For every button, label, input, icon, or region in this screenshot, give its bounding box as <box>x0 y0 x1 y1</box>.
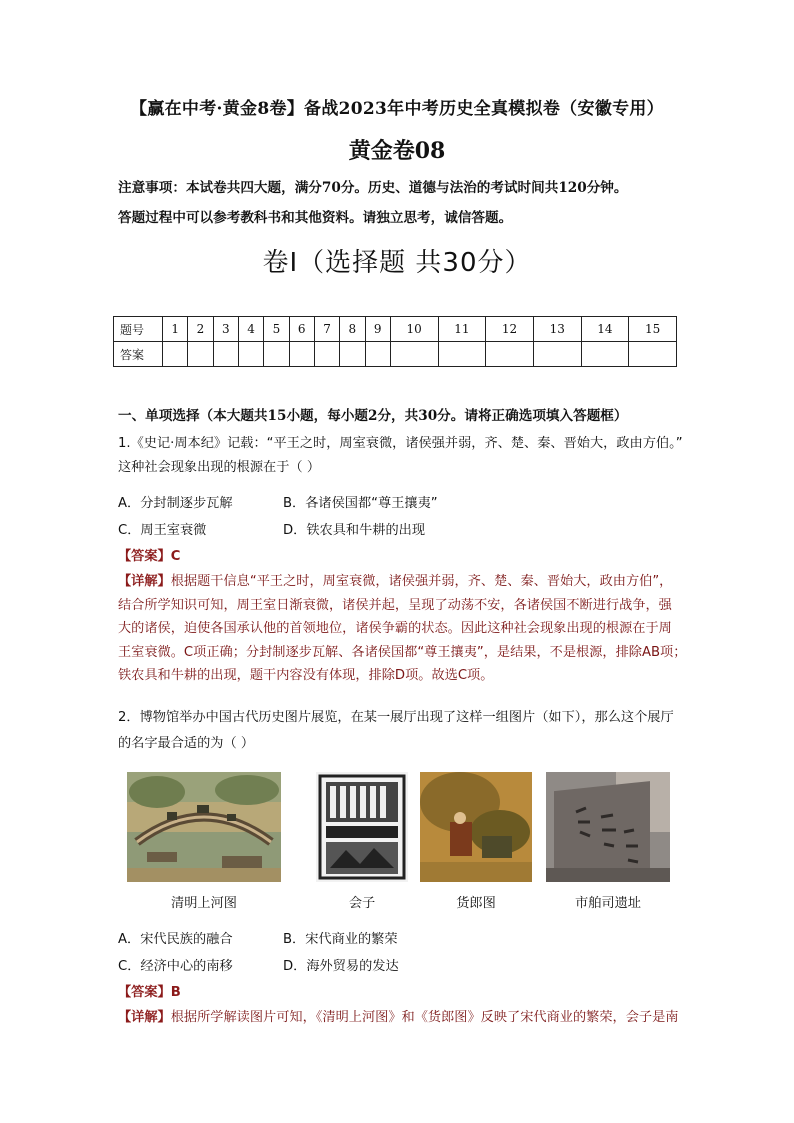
question-number-cell: 1 <box>163 317 188 342</box>
answer-value: B <box>170 985 181 1000</box>
caption-huizi: 会子 <box>348 896 376 911</box>
question-number-cell: 11 <box>438 317 486 342</box>
explanation-line: 大的诸侯，迫使各国承认他的首领地位，诸侯争霸的状态。因此这种社会现象出现的根源在于周 <box>118 621 672 637</box>
question-number-cell: 8 <box>340 317 365 342</box>
q2-explanation <box>118 1006 718 1030</box>
q2-stem-line-1: 2．博物馆举办中国古代历史图片展览，在某一展厅出现了这样一组图片（如下），那么这个展厅 <box>118 710 674 725</box>
q2-option-d[interactable]: D．海外贸易的发达 <box>283 959 399 974</box>
answer-cell[interactable] <box>314 342 339 367</box>
answer-table-answer-row <box>114 342 677 367</box>
shibosi-site-image <box>546 772 670 882</box>
explanation-text: 根据所学解读图片可知，《清明上河图》和《货郎图》反映了宋代商业的繁荣，会子是南 <box>170 1010 679 1025</box>
answer-tag: 【答案】 <box>118 549 171 564</box>
explanation-tag: 【详解】 <box>118 574 171 589</box>
answer-cell[interactable] <box>486 342 534 367</box>
question-number-cell: 7 <box>314 317 339 342</box>
q1-stem-line-1: 1.《史记·周本纪》记载：“平王之时，周室衰微，诸侯强并弱，齐、楚、秦、晋始大，政由方伯。” <box>118 436 683 451</box>
question-number-cell: 9 <box>365 317 390 342</box>
question-number-cell: 15 <box>629 317 677 342</box>
q2-stem-line-2: 的名字最合适的为（ ） <box>118 736 255 751</box>
answer-cell[interactable] <box>365 342 390 367</box>
answer-tag: 【答案】 <box>118 985 171 1000</box>
answer-cell[interactable] <box>629 342 677 367</box>
q2-option-b[interactable]: B．宋代商业的繁荣 <box>283 932 398 947</box>
q1-option-a[interactable]: A．分封制逐步瓦解 <box>118 496 233 511</box>
q1-option-c[interactable]: C．周王室衰微 <box>118 523 207 538</box>
q1-stem-line-2: 这种社会现象出现的根源在于（ ） <box>118 460 321 475</box>
answer-cell[interactable] <box>163 342 188 367</box>
question-number-cell: 12 <box>486 317 534 342</box>
answer-cell[interactable] <box>340 342 365 367</box>
answer-cell[interactable] <box>533 342 581 367</box>
explanation-line: 王室衰微。C项正确；分封制逐步瓦解、各诸侯国都“尊王攘夷”，是结果，不是根源，排除AB项； <box>118 644 687 660</box>
answer-table-row-label: 题号 <box>114 317 163 342</box>
caption-qingming: 清明上河图 <box>171 896 237 911</box>
question-number-cell: 2 <box>188 317 213 342</box>
explanation-tag: 【详解】 <box>118 1010 171 1025</box>
explanation-line <box>118 570 718 594</box>
answer-cell[interactable] <box>581 342 629 367</box>
explanation-line: 铁农具和牛耕的出现，题干内容没有体现，排除D项。故选C项。 <box>118 668 494 684</box>
explanation-text: 根据题干信息“平王之时，周室衰微，诸侯强并弱，齐、楚、秦、晋始大，政由方伯”， <box>170 574 673 589</box>
answer-table-row-label: 答案 <box>114 342 163 367</box>
question-number-cell: 13 <box>533 317 581 342</box>
answer-table-number-row <box>114 317 677 342</box>
question-number-cell: 6 <box>289 317 314 342</box>
q1-option-b[interactable]: B．各诸侯国都“尊王攘夷” <box>283 496 438 511</box>
huolang-painting-image <box>420 772 532 882</box>
answer-table <box>113 316 677 367</box>
answer-cell[interactable] <box>289 342 314 367</box>
q2-option-c[interactable]: C．经济中心的南移 <box>118 959 233 974</box>
section-heading: 卷Ⅰ（选择题 共30分） <box>262 248 532 278</box>
answer-value: C <box>170 549 181 564</box>
q1-option-d[interactable]: D．铁农具和牛耕的出现 <box>283 523 426 538</box>
answer-cell[interactable] <box>438 342 486 367</box>
part1-heading: 一、单项选择（本大题共15小题，每小题2分，共30分。请将正确选项填入答题框） <box>118 408 628 424</box>
question-number-cell: 3 <box>213 317 238 342</box>
question-number-cell: 14 <box>581 317 629 342</box>
q2-option-a[interactable]: A．宋代民族的融合 <box>118 932 233 947</box>
question-number-cell: 5 <box>264 317 289 342</box>
paper-subtitle: 黄金卷08 <box>348 138 446 164</box>
explanation-line: 结合所学知识可知，周王室日渐衰微，诸侯并起，呈现了动荡不安，各诸侯国不断进行战争，强 <box>118 597 672 613</box>
answer-cell[interactable] <box>213 342 238 367</box>
qingming-painting-image <box>127 772 281 882</box>
question-number-cell: 10 <box>390 317 438 342</box>
q1-answer <box>118 545 180 564</box>
question-number-cell: 4 <box>238 317 263 342</box>
notice-line-2: 答题过程中可以参考教科书和其他资料。请独立思考，诚信答题。 <box>118 210 513 226</box>
q1-explanation <box>118 570 718 688</box>
answer-cell[interactable] <box>238 342 263 367</box>
caption-huolang: 货郎图 <box>456 896 496 911</box>
answer-cell[interactable] <box>188 342 213 367</box>
answer-cell[interactable] <box>264 342 289 367</box>
notice-line-1: 注意事项：本试卷共四大题，满分70分。历史、道德与法治的考试时间共120分钟。 <box>118 180 628 196</box>
q2-answer <box>118 981 181 1000</box>
answer-cell[interactable] <box>390 342 438 367</box>
huizi-banknote-image <box>316 772 408 882</box>
document-title: 【赢在中考·黄金8卷】备战2023年中考历史全真模拟卷（安徽专用） <box>130 99 664 119</box>
caption-shibosi: 市舶司遗址 <box>575 896 641 911</box>
